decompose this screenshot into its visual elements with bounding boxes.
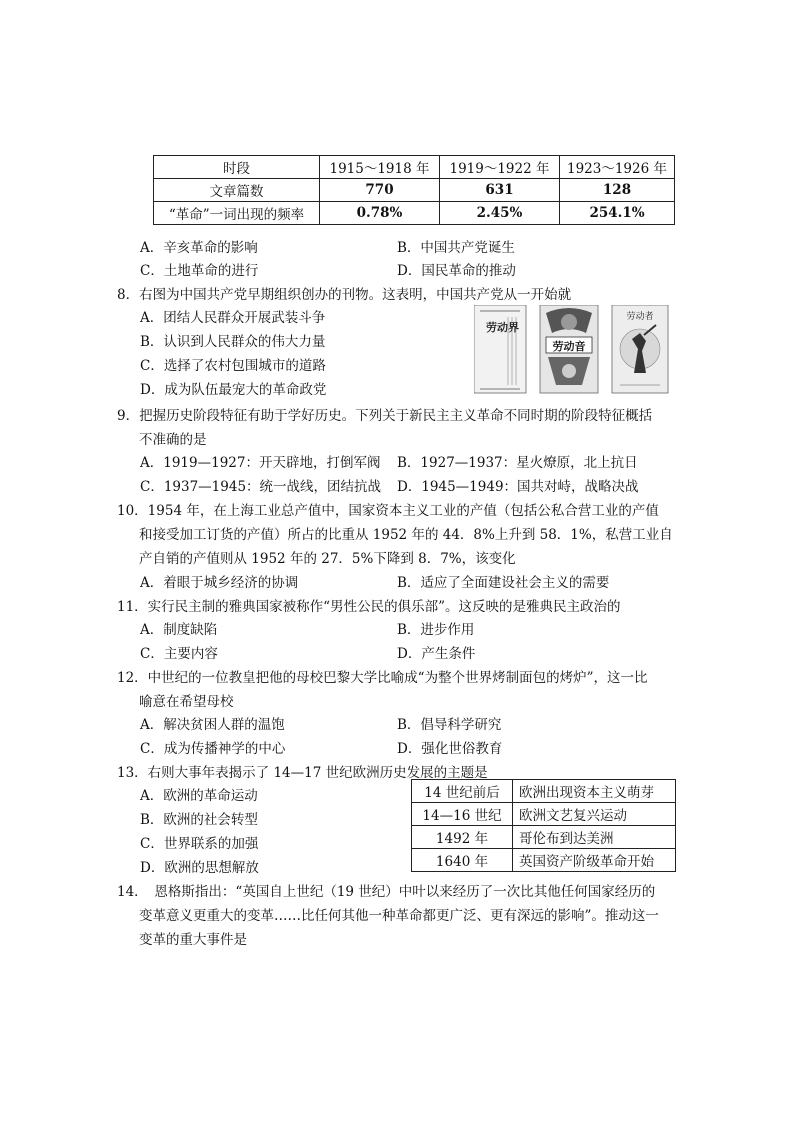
q9-option-a: A．1919—1927：开天辟地，打倒军阀 bbox=[140, 455, 381, 471]
q11-stem: 11．实行民主制的雅典国家被称作“男性公民的俱乐部”。这反映的是雅典民主政治的 bbox=[117, 599, 621, 615]
journal-covers-image bbox=[474, 305, 670, 395]
q12-stem-line2: 喻意在希望母校 bbox=[139, 694, 234, 710]
table-cell: 0.78% bbox=[320, 202, 440, 225]
q10-stem-line2: 和接受加工订货的产值）所占的比重从 1952 年的 44．8%上升到 58．1%，私营工业自 bbox=[139, 527, 673, 543]
table-row bbox=[412, 849, 676, 872]
table-cell: 英国资产阶级革命开始 bbox=[513, 849, 676, 872]
table-cell: 631 bbox=[440, 179, 560, 202]
cover1-title: 劳动界 bbox=[486, 321, 519, 334]
q9-stem-line1: 9．把握历史阶段特征有助于学好历史。下列关于新民主主义革命不同时期的阶段特征概括 bbox=[117, 408, 653, 424]
q10-stem-line3: 产自销的产值则从 1952 年的 27．5%下降到 8．7%，该变化 bbox=[139, 551, 516, 567]
q7-option-b: B．中国共产党诞生 bbox=[397, 240, 515, 256]
q10-option-a: A．着眼于城乡经济的协调 bbox=[140, 575, 299, 591]
q12-stem-line1: 12．中世纪的一位教皇把他的母校巴黎大学比喻成“为整个世界烤制面包的烤炉”，这一比 bbox=[117, 670, 648, 686]
q12-option-b: B．倡导科学研究 bbox=[397, 717, 502, 733]
q9-option-d: D．1945—1949：国共对峙，战略决战 bbox=[397, 479, 639, 495]
q8-option-d: D．成为队伍最宠大的革命政党 bbox=[140, 382, 327, 398]
q13-option-d: D．欧洲的思想解放 bbox=[140, 860, 259, 876]
q11-option-c: C．主要内容 bbox=[140, 646, 218, 662]
table-cell: 14—16 世纪 bbox=[412, 803, 513, 826]
q11-option-b: B．进步作用 bbox=[397, 622, 475, 638]
q13-stem: 13．右则大事年表揭示了 14—17 世纪欧洲历史发展的主题是 bbox=[117, 765, 488, 781]
table-cell: 128 bbox=[560, 179, 675, 202]
cover3-title: 劳动者 bbox=[626, 312, 654, 322]
q10-stem-line1: 10．1954 年，在上海工业总产值中，国家资本主义工业的产值（包括公私合营工业的产值 bbox=[117, 503, 659, 519]
q7-option-a: A．辛亥革命的影响 bbox=[140, 240, 258, 256]
chronology-table bbox=[411, 779, 676, 872]
q7-option-d: D．国民革命的推动 bbox=[397, 263, 516, 279]
q13-option-a: A．欧洲的革命运动 bbox=[140, 788, 258, 804]
table-cell: 770 bbox=[320, 179, 440, 202]
table-header-cell: 1923～1926 年 bbox=[560, 156, 675, 179]
q9-option-c: C．1937—1945：统一战线，团结抗战 bbox=[140, 479, 382, 495]
q7-option-c: C．土地革命的进行 bbox=[140, 263, 259, 279]
q8-stem: 8．右图为中国共产党早期组织创办的刊物。这表明，中国共产党从一开始就 bbox=[117, 287, 572, 303]
q8-option-b: B．认识到人民群众的伟大力量 bbox=[140, 334, 326, 350]
q12-option-d: D．强化世俗教育 bbox=[397, 741, 503, 757]
table-cell: 1492 年 bbox=[412, 826, 513, 849]
table-row bbox=[412, 780, 676, 803]
statistics-table bbox=[153, 155, 675, 225]
q13-option-c: C．世界联系的加强 bbox=[140, 836, 259, 852]
q8-option-c: C．选择了农村包围城市的道路 bbox=[140, 358, 326, 374]
q13-option-b: B．欧洲的社会转型 bbox=[140, 812, 258, 828]
q9-option-b: B．1927—1937：星火燎原，北上抗日 bbox=[397, 455, 638, 471]
table-header-row bbox=[154, 156, 675, 179]
table-cell: 1640 年 bbox=[412, 849, 513, 872]
table-header-cell: 1915～1918 年 bbox=[320, 156, 440, 179]
q11-option-d: D．产生条件 bbox=[397, 646, 476, 662]
table-row bbox=[154, 202, 675, 225]
table-header-cell: 时段 bbox=[154, 156, 320, 179]
q12-option-c: C．成为传播神学的中心 bbox=[140, 741, 286, 757]
table-header-cell: 1919～1922 年 bbox=[440, 156, 560, 179]
q8-option-a: A．团结人民群众开展武装斗争 bbox=[140, 310, 326, 326]
cover2-title: 劳动音 bbox=[552, 340, 586, 353]
table-cell: “革命”一词出现的频率 bbox=[154, 202, 320, 225]
table-cell: 254.1% bbox=[560, 202, 675, 225]
q10-option-b: B．适应了全面建设社会主义的需要 bbox=[397, 575, 610, 591]
table-cell: 欧洲文艺复兴运动 bbox=[513, 803, 676, 826]
table-cell: 文章篇数 bbox=[154, 179, 320, 202]
q11-option-a: A．制度缺陷 bbox=[140, 622, 218, 638]
table-cell: 哥伦布到达美洲 bbox=[513, 826, 676, 849]
q14-stem-line2: 变革意义更重大的变革……比任何其他一种革命都更广泛、更有深远的影响”。推动这一 bbox=[139, 908, 659, 924]
q14-stem-line1: 14． 恩格斯指出：“英国自上世纪（19 世纪）中叶以来经历了一次比其他任何国家经历的 bbox=[117, 884, 656, 900]
table-row bbox=[154, 179, 675, 202]
table-row bbox=[412, 826, 676, 849]
q12-option-a: A．解决贫困人群的温饱 bbox=[140, 717, 285, 733]
table-row bbox=[412, 803, 676, 826]
q9-stem-line2: 不准确的是 bbox=[139, 432, 207, 448]
table-cell: 14 世纪前后 bbox=[412, 780, 513, 803]
table-cell: 欧洲出现资本主义萌芽 bbox=[513, 780, 676, 803]
table-cell: 2.45% bbox=[440, 202, 560, 225]
q14-stem-line3: 变革的重大事件是 bbox=[139, 932, 247, 948]
